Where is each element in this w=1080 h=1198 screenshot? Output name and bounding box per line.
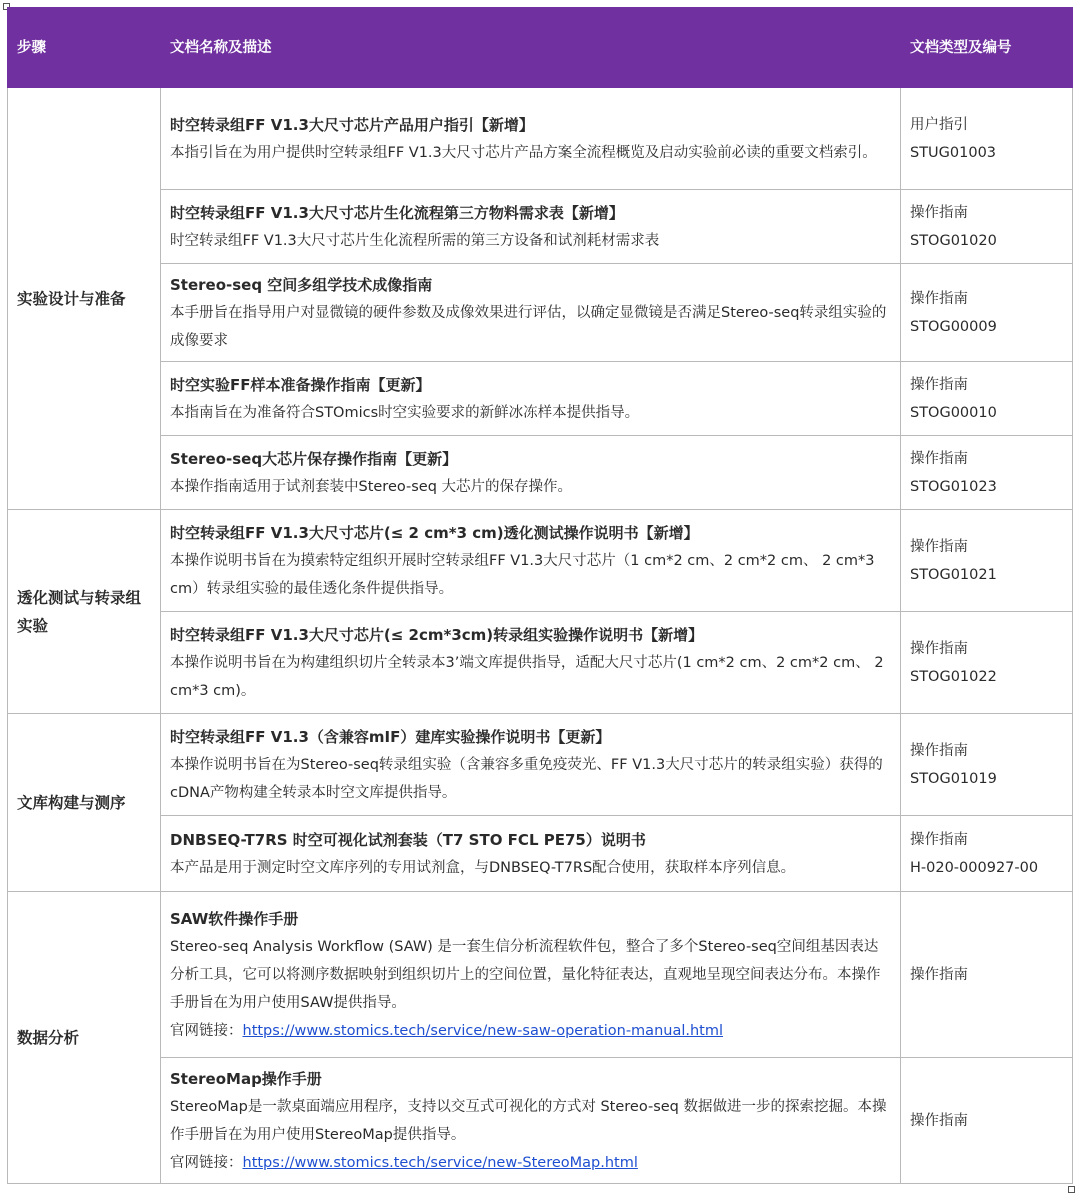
doc-description: 本指南旨在为准备符合STOmics时空实验要求的新鲜冰冻样本提供指导。 — [170, 404, 640, 421]
table-row — [8, 88, 1073, 190]
doc-title: 时空转录组FF V1.3（含兼容mIF）建库实验操作说明书【更新】 — [170, 727, 611, 746]
doc-title: Stereo-seq 空间多组学技术成像指南 — [170, 275, 433, 294]
doc-type: 用户指引 — [910, 116, 968, 133]
step-cell: 数据分析 — [8, 892, 161, 1184]
type-cell — [901, 88, 1073, 190]
type-cell — [901, 190, 1073, 264]
table-row — [8, 612, 1073, 714]
doc-code: STOG01019 — [910, 770, 997, 787]
doc-title: 时空转录组FF V1.3大尺寸芯片(≤ 2 cm*3 cm)透化测试操作说明书【新增】 — [170, 523, 699, 542]
doc-cell — [161, 510, 901, 612]
table-row — [8, 1058, 1073, 1184]
doc-title: SAW软件操作手册 — [170, 909, 299, 928]
doc-description: 本产品是用于测定时空文库序列的专用试剂盒，与DNBSEQ-T7RS配合使用，获取样本序列信息。 — [170, 859, 796, 876]
doc-code: STOG01021 — [910, 566, 997, 583]
doc-title: 时空转录组FF V1.3大尺寸芯片生化流程第三方物料需求表【新增】 — [170, 203, 624, 222]
doc-cell — [161, 892, 901, 1058]
doc-type: 操作指南 — [910, 640, 968, 657]
type-cell — [901, 612, 1073, 714]
doc-type: 操作指南 — [910, 538, 968, 555]
table-row — [8, 892, 1073, 1058]
doc-description: 本指引旨在为用户提供时空转录组FF V1.3大尺寸芯片产品方案全流程概览及启动实验前必读的重要文档索引。 — [170, 144, 877, 161]
doc-cell — [161, 436, 901, 510]
table-row — [8, 714, 1073, 816]
doc-code: STOG00009 — [910, 318, 997, 335]
doc-cell — [161, 362, 901, 436]
doc-type: 操作指南 — [910, 290, 968, 307]
doc-description: 本操作说明书旨在为Stereo-seq转录组实验（含兼容多重免疫荧光、FF V1.3大尺寸芯片的转录组实验）获得的cDNA产物构建全转录本时空文库提供指导。 — [170, 756, 883, 801]
doc-title: 时空实验FF样本准备操作指南【更新】 — [170, 375, 431, 394]
type-cell — [901, 362, 1073, 436]
doc-title: 时空转录组FF V1.3大尺寸芯片(≤ 2cm*3cm)转录组实验操作说明书【新增】 — [170, 625, 704, 644]
doc-description: StereoMap是一款桌面端应用程序，支持以交互式可视化的方式对 Stereo-seq 数据做进一步的探索挖掘。本操作手册旨在为用户使用StereoMap提供指导。 — [170, 1098, 887, 1143]
doc-title: Stereo-seq大芯片保存操作指南【更新】 — [170, 449, 458, 468]
doc-description: 本操作说明书旨在为构建组织切片全转录本3’端文库提供指导，适配大尺寸芯片(1 cm*2 cm、2 cm*2 cm、 2 cm*3 cm)。 — [170, 654, 884, 699]
table-header-row — [8, 8, 1073, 88]
doc-title: DNBSEQ-T7RS 时空可视化试剂套装（T7 STO FCL PE75）说明书 — [170, 830, 646, 849]
step-cell: 实验设计与准备 — [8, 88, 161, 510]
table-row — [8, 190, 1073, 264]
doc-type: 操作指南 — [910, 376, 968, 393]
doc-code: STUG01003 — [910, 144, 997, 161]
doc-type: 操作指南 — [910, 966, 968, 983]
step-cell: 文库构建与测序 — [8, 714, 161, 892]
doc-cell — [161, 1058, 901, 1184]
doc-description: 本手册旨在指导用户对显微镜的硬件参数及成像效果进行评估，以确定显微镜是否满足Stereo-seq转录组实验的成像要求 — [170, 304, 887, 349]
type-cell — [901, 816, 1073, 892]
doc-code: STOG00010 — [910, 404, 997, 421]
document-table — [7, 7, 1073, 1184]
doc-description: 本操作说明书旨在为摸索特定组织开展时空转录组FF V1.3大尺寸芯片（1 cm*2 cm、2 cm*2 cm、 2 cm*3 cm）转录组实验的最佳透化条件提供指导。 — [170, 552, 875, 597]
doc-cell — [161, 264, 901, 362]
doc-code: STOG01023 — [910, 478, 997, 495]
type-cell — [901, 714, 1073, 816]
table-row — [8, 510, 1073, 612]
header-step: 步骤 — [8, 8, 161, 88]
doc-cell — [161, 88, 901, 190]
doc-title: StereoMap操作手册 — [170, 1069, 322, 1088]
doc-link-line — [170, 1149, 891, 1177]
type-cell — [901, 892, 1073, 1058]
doc-cell — [161, 190, 901, 264]
table-row — [8, 362, 1073, 436]
doc-type: 操作指南 — [910, 204, 968, 221]
doc-link-line — [170, 1017, 891, 1045]
doc-code: STOG01020 — [910, 232, 997, 249]
link-label: 官网链接： — [170, 1022, 243, 1039]
saw-manual-link[interactable]: https://www.stomics.tech/service/new-saw-operation-manual.html — [242, 1022, 724, 1039]
stereomap-manual-link[interactable]: https://www.stomics.tech/service/new-StereoMap.html — [242, 1154, 638, 1171]
doc-type: 操作指南 — [910, 742, 968, 759]
header-doc: 文档名称及描述 — [161, 8, 901, 88]
link-label: 官网链接： — [170, 1154, 243, 1171]
doc-code: H-020-000927-00 — [910, 859, 1039, 876]
doc-cell — [161, 714, 901, 816]
doc-code: STOG01022 — [910, 668, 997, 685]
table-row — [8, 436, 1073, 510]
type-cell — [901, 436, 1073, 510]
doc-description: 时空转录组FF V1.3大尺寸芯片生化流程所需的第三方设备和试剂耗材需求表 — [170, 232, 660, 249]
type-cell — [901, 1058, 1073, 1184]
doc-type: 操作指南 — [910, 450, 968, 467]
doc-type: 操作指南 — [910, 831, 968, 848]
type-cell — [901, 264, 1073, 362]
doc-type: 操作指南 — [910, 1112, 968, 1129]
step-cell: 透化测试与转录组实验 — [8, 510, 161, 714]
table-row — [8, 264, 1073, 362]
table-resize-handle-bottom-right[interactable] — [1068, 1186, 1075, 1193]
doc-title: 时空转录组FF V1.3大尺寸芯片产品用户指引【新增】 — [170, 115, 534, 134]
doc-cell — [161, 612, 901, 714]
type-cell — [901, 510, 1073, 612]
doc-cell — [161, 816, 901, 892]
doc-description: 本操作指南适用于试剂套装中Stereo-seq 大芯片的保存操作。 — [170, 478, 573, 495]
header-type: 文档类型及编号 — [901, 8, 1073, 88]
doc-description: Stereo-seq Analysis Workflow (SAW) 是一套生信分析流程软件包，整合了多个Stereo-seq空间组基因表达分析工具，它可以将测序数据映射到组织切片上的空间位置，量化特征表达，直观地呈现空间表达分布。本操作手册旨在为用户使用SAW提供指导。 — [170, 938, 881, 1011]
table-row — [8, 816, 1073, 892]
